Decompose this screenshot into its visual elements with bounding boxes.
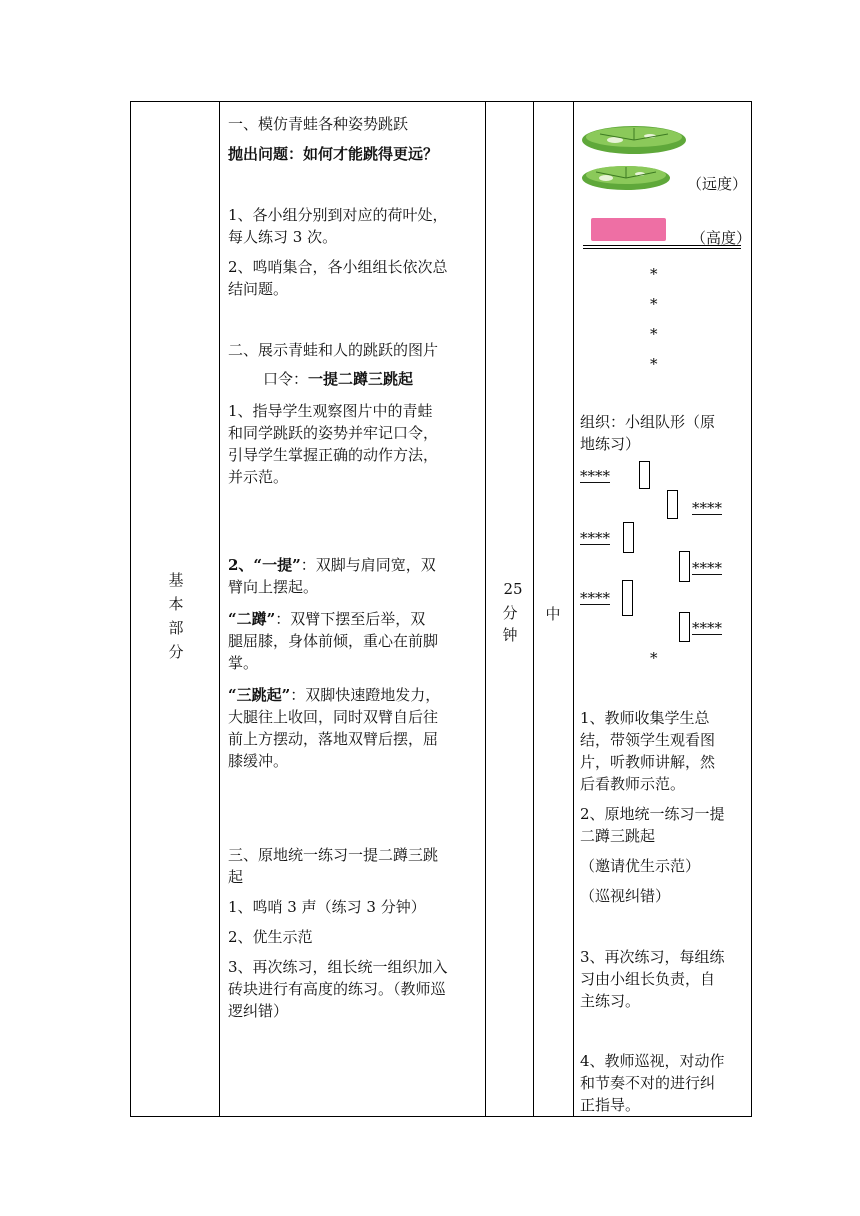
org-note: 3、再次练习，每组练 <box>580 948 725 966</box>
lily-pad-bar <box>623 522 634 553</box>
lesson-plan-table <box>130 101 752 1117</box>
section-char: 本 <box>168 595 184 613</box>
command-line <box>263 367 413 391</box>
org-text: 地练习） <box>580 435 641 453</box>
brick-icon <box>591 218 666 241</box>
group-marker: **** <box>580 467 610 485</box>
text-line: 结问题。 <box>228 280 289 298</box>
text-line: 引导学生掌握正确的动作方法， <box>228 446 439 464</box>
org-note: 主练习。 <box>580 992 641 1010</box>
group-marker: **** <box>580 589 610 607</box>
santiao-line <box>228 683 440 707</box>
section-char: 分 <box>168 643 184 661</box>
lily-pad-bar <box>679 612 690 642</box>
yiti-term: 2、“一提” <box>228 556 301 574</box>
star-mark: * <box>650 295 658 313</box>
column-divider <box>485 102 486 1116</box>
distance-label: （远度） <box>687 175 748 193</box>
text-line: 每人练习 3 次。 <box>228 228 338 246</box>
org-note: 正指导。 <box>580 1096 641 1114</box>
group-marker: **** <box>580 529 610 547</box>
org-note: （邀请优生示范） <box>580 857 701 875</box>
org-note: 和节奏不对的进行纠 <box>580 1074 716 1092</box>
santiao-term: “三跳起” <box>228 686 291 704</box>
text-line: 腿屈膝，身体前倾，重心在前脚 <box>228 632 439 650</box>
star-mark: * <box>650 649 658 667</box>
star-mark: * <box>650 265 658 283</box>
org-note: 片，听教师讲解，然 <box>580 753 716 771</box>
erdun-desc: ：双臂下摆至后举，双 <box>275 610 426 628</box>
text-line: 并示范。 <box>228 468 289 486</box>
command-prefix: 口令： <box>263 370 309 388</box>
divider <box>583 245 741 246</box>
org-note: （巡视纠错） <box>580 887 671 905</box>
org-text: 组织：小组队形（原 <box>580 413 716 431</box>
lily-pad-icon <box>580 120 688 156</box>
org-note: 习由小组长负责，自 <box>580 970 716 988</box>
text-line: 1、鸣哨 3 声（练习 3 分钟） <box>228 898 426 916</box>
text-line: 膝缓冲。 <box>228 752 289 770</box>
lily-pad-bar <box>679 551 690 582</box>
org-note: 后看教师示范。 <box>580 775 686 793</box>
text-line: 起 <box>228 868 244 886</box>
santiao-desc: ：双脚快速蹬地发力， <box>290 686 441 704</box>
text-line: 1、各小组分别到对应的荷叶处， <box>228 206 448 224</box>
part2-title: 二、展示青蛙和人的跳跃的图片 <box>228 341 439 359</box>
org-note: 二蹲三跳起 <box>580 827 656 845</box>
org-note: 4、教师巡视，对动作 <box>580 1052 725 1070</box>
time-char: 钟 <box>502 626 518 644</box>
divider <box>583 248 741 249</box>
part1-title: 一、模仿青蛙各种姿势跳跃 <box>228 115 409 133</box>
star-mark: * <box>650 325 658 343</box>
erdun-term: “二蹲” <box>228 610 276 628</box>
column-divider <box>533 102 534 1116</box>
question-text: 抛出问题：如何才能跳得更远？ <box>228 145 439 163</box>
column-divider <box>219 102 220 1116</box>
group-marker: **** <box>692 619 722 637</box>
height-label: （高度） <box>691 229 752 247</box>
org-note: 1、教师收集学生总 <box>580 709 710 727</box>
part3-title: 三、原地统一练习一提二蹲三跳 <box>228 846 439 864</box>
lily-pad-bar <box>639 461 650 489</box>
group-marker: **** <box>692 559 722 577</box>
intensity-value: 中 <box>545 605 561 623</box>
erdun-line <box>228 607 425 631</box>
org-note: 结，带领学生观看图 <box>580 731 716 749</box>
org-note: 2、原地统一练习一提 <box>580 805 725 823</box>
text-line: 逻纠错） <box>228 1002 289 1020</box>
lily-pad-icon <box>580 160 672 192</box>
text-line: 前上方摆动，落地双臂后摆，屈 <box>228 730 439 748</box>
text-line: 掌。 <box>228 654 259 672</box>
lily-pad-bar <box>667 490 678 519</box>
section-char: 基 <box>168 571 184 589</box>
command-text: 一提二蹲三跳起 <box>308 370 414 388</box>
lily-pad-bar <box>622 580 633 616</box>
column-divider <box>573 102 574 1116</box>
section-char: 部 <box>168 619 184 637</box>
text-line: 2、优生示范 <box>228 928 313 946</box>
yiti-desc: ：双脚与肩同宽，双 <box>300 556 436 574</box>
text-line: 3、再次练习，组长统一组织加入 <box>228 958 448 976</box>
time-char: 分 <box>502 604 518 622</box>
group-marker: **** <box>692 499 722 517</box>
text-line: 砖块进行有高度的练习。（教师巡 <box>228 980 446 998</box>
text-line: 臂向上摆起。 <box>228 578 319 596</box>
text-line: 大腿往上收回，同时双臂自后往 <box>228 708 439 726</box>
text-line: 和同学跳跃的姿势并牢记口令， <box>228 424 439 442</box>
text-line: 2、鸣哨集合，各小组组长依次总 <box>228 258 448 276</box>
text-line: 1、指导学生观察图片中的青蛙 <box>228 402 433 420</box>
time-value: 25 <box>503 580 523 598</box>
star-mark: * <box>650 355 658 373</box>
yiti-line <box>228 553 436 577</box>
